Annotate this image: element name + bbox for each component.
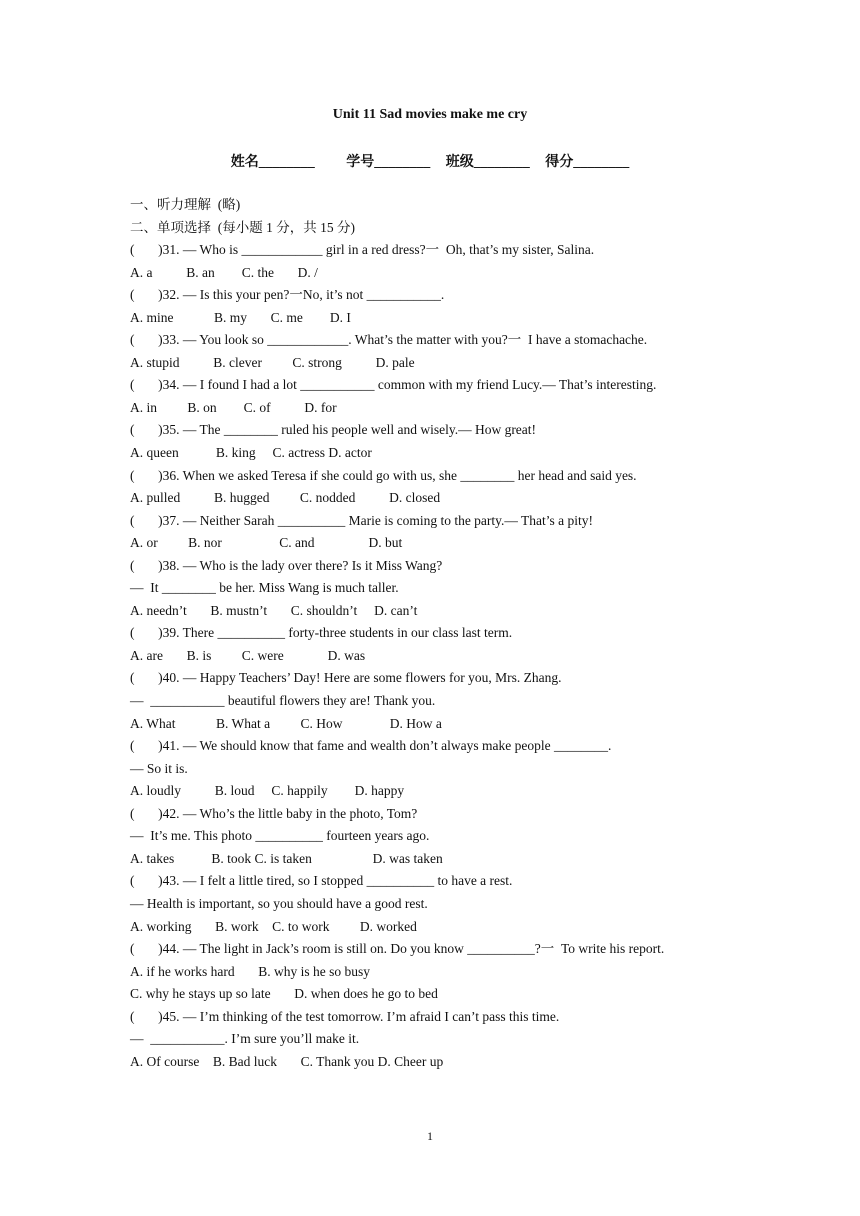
question-line: — ___________. I’m sure you’ll make it. <box>130 1031 360 1047</box>
question-line: ( )40. — Happy Teachers’ Day! Here are some flowers for you, Mrs. Zhang. <box>130 670 562 686</box>
section-heading: 二、单项选择 (每小题 1 分，共 15 分) <box>130 219 355 235</box>
question-line: ( )45. — I’m thinking of the test tomorrow. I’m afraid I can’t pass this time. <box>130 1008 560 1024</box>
class-field-label: 班级________ <box>445 155 530 170</box>
question-list <box>130 194 750 1073</box>
question-line: — It’s me. This photo __________ fourteen years ago. <box>130 828 430 844</box>
question-line: ( )33. — You look so ____________. What’s the matter with you?一 I have a stomachache. <box>130 332 648 348</box>
question-line: ( )34. — I found I had a lot ___________ common with my friend Lucy.— That’s interesting. <box>130 377 657 393</box>
answer-options: A. mine B. my C. me D. I <box>130 309 351 325</box>
question-line: ( )36. When we asked Teresa if she could go with us, she ________ her head and said yes. <box>130 467 637 483</box>
page-title: Unit 11 Sad movies make me cry <box>332 107 528 122</box>
question-line: — It ________ be her. Miss Wang is much taller. <box>130 580 399 596</box>
answer-options: A. if he works hard B. why is he so busy <box>130 963 370 979</box>
answer-options: A. or B. nor C. and D. but <box>130 535 403 551</box>
answer-options: A. takes B. took C. is taken D. was taken <box>130 850 443 866</box>
question-line: — ___________ beautiful flowers they are! Thank you. <box>130 693 436 709</box>
answer-options: A. working B. work C. to work D. worked <box>130 918 417 934</box>
student-id-field-label: 学号________ <box>346 155 431 170</box>
page-number: 1 <box>427 1129 433 1143</box>
question-line: ( )44. — The light in Jack’s room is still on. Do you know __________?一 To write his report. <box>130 941 665 957</box>
answer-options: A. Of course B. Bad luck C. Thank you D. Cheer up <box>130 1053 444 1069</box>
question-line: ( )42. — Who’s the little baby in the photo, Tom? <box>130 805 418 821</box>
question-line: ( )37. — Neither Sarah __________ Marie is coming to the party.— That’s a pity! <box>130 512 594 528</box>
answer-options: C. why he stays up so late D. when does he go to bed <box>130 986 438 1002</box>
answer-options: A. stupid B. clever C. strong D. pale <box>130 354 415 370</box>
question-line: ( )38. — Who is the lady over there? Is it Miss Wang? <box>130 557 443 573</box>
question-line: — So it is. <box>130 760 188 776</box>
student-info-row <box>0 151 860 171</box>
answer-options: A. are B. is C. were D. was <box>130 647 366 663</box>
question-line: ( )39. There __________ forty-three students in our class last term. <box>130 625 513 641</box>
question-line: — Health is important, so you should have a good rest. <box>130 895 428 911</box>
answer-options: A. loudly B. loud C. happily D. happy <box>130 783 405 799</box>
answer-options: A. What B. What a C. How D. How a <box>130 715 442 731</box>
question-line: ( )35. — The ________ ruled his people well and wisely.— How great! <box>130 422 537 438</box>
score-field-label: 得分________ <box>545 155 630 170</box>
name-field-label: 姓名________ <box>230 155 315 170</box>
question-line: ( )43. — I felt a little tired, so I stopped __________ to have a rest. <box>130 873 513 889</box>
answer-options: A. queen B. king C. actress D. actor <box>130 445 372 461</box>
answer-options: A. pulled B. hugged C. nodded D. closed <box>130 490 441 506</box>
question-line: ( )31. — Who is ____________ girl in a red dress?一 Oh, that’s my sister, Salina. <box>130 242 595 258</box>
answer-options: A. in B. on C. of D. for <box>130 399 337 415</box>
answer-options: A. needn’t B. mustn’t C. shouldn’t D. can’t <box>130 602 418 618</box>
section-heading: 一、听力理解 (略) <box>130 197 241 212</box>
question-line: ( )32. — Is this your pen?一No, it’s not ___________. <box>130 287 445 303</box>
answer-options: A. a B. an C. the D. / <box>130 264 318 280</box>
question-line: ( )41. — We should know that fame and wealth don’t always make people ________. <box>130 738 612 754</box>
